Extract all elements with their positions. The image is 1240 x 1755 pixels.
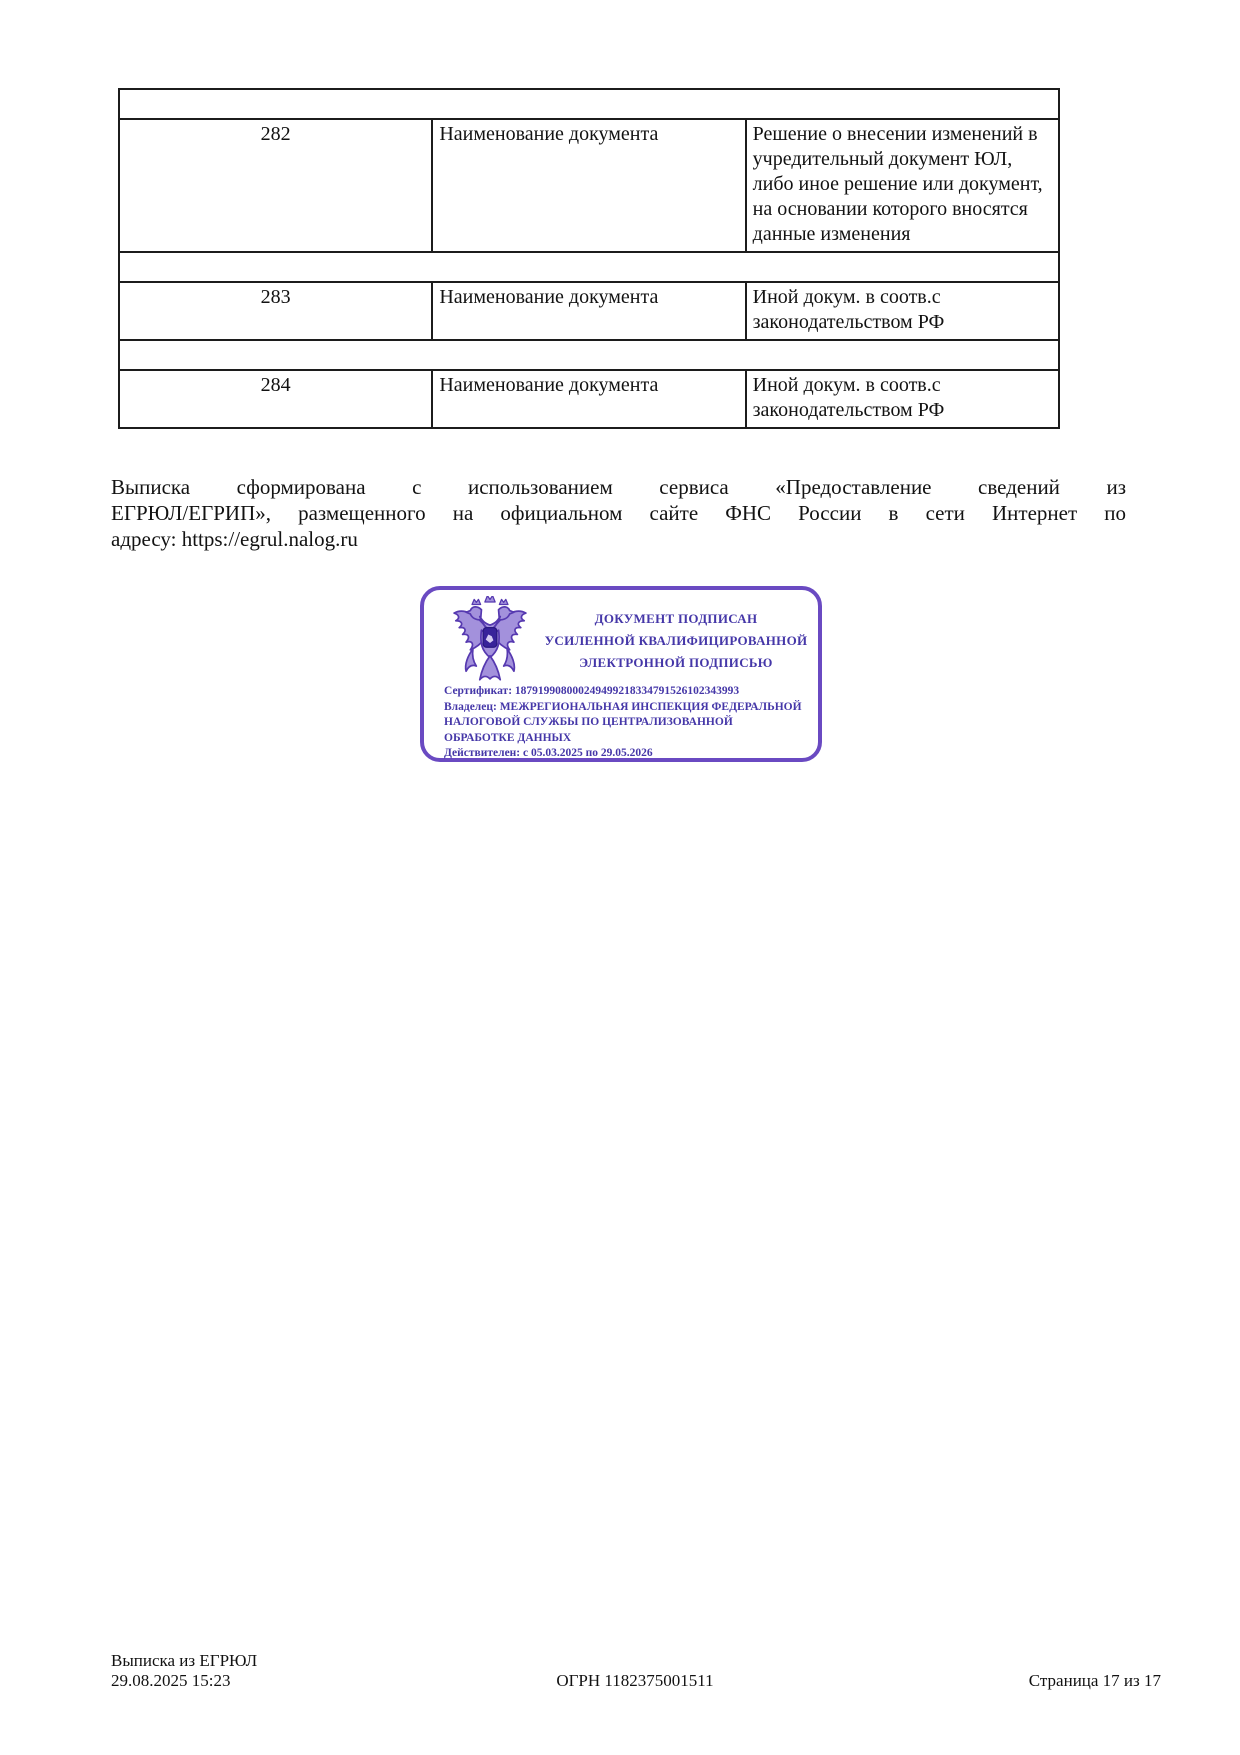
russia-double-headed-eagle-icon bbox=[444, 596, 536, 690]
owner-value: МЕЖРЕГИОНАЛЬНАЯ ИНСПЕКЦИЯ ФЕДЕРАЛЬНОЙ НАЛОГОВОЙ СЛУЖБЫ ПО ЦЕНТРАЛИЗОВАННОЙ ОБРАБОТКЕ ДАННЫХ bbox=[444, 700, 802, 744]
footer-datetime: 29.08.2025 15:23 bbox=[111, 1671, 231, 1690]
note-line: Выписка сформирована с использованием сервиса «Предоставление сведений из bbox=[111, 475, 1126, 499]
footer-doc-type: Выписка из ЕГРЮЛ bbox=[111, 1651, 258, 1670]
footer-ogrn: ОГРН 1182375001511 bbox=[556, 1671, 714, 1690]
table-row bbox=[119, 282, 1059, 340]
stamp-title-line: ЭЛЕКТРОННОЙ ПОДПИСЬЮ bbox=[579, 655, 773, 670]
spacer-row bbox=[119, 89, 1059, 119]
table-row bbox=[119, 119, 1059, 252]
spacer-cell bbox=[119, 89, 1059, 119]
row-number-cell: 282 bbox=[119, 119, 432, 252]
spacer-row bbox=[119, 252, 1059, 282]
stamp-title-line: УСИЛЕННОЙ КВАЛИФИЦИРОВАННОЙ bbox=[544, 633, 808, 648]
validity-value: с 05.03.2025 по 29.05.2026 bbox=[523, 747, 653, 759]
row-number-cell: 284 bbox=[119, 370, 432, 428]
owner-label: Владелец: bbox=[444, 700, 497, 713]
stamp-info bbox=[444, 684, 806, 762]
owner-line bbox=[444, 700, 806, 747]
certificate-label: Сертификат: bbox=[444, 685, 513, 697]
spacer-row bbox=[119, 340, 1059, 370]
note-paragraph bbox=[111, 474, 1126, 552]
table-row bbox=[119, 370, 1059, 428]
registry-table bbox=[118, 88, 1060, 429]
field-value-cell: Иной докум. в соотв.с законодательством РФ bbox=[746, 370, 1059, 428]
signature-stamp bbox=[420, 586, 822, 762]
field-label-cell: Наименование документа bbox=[432, 282, 745, 340]
certificate-value: 187919908000249499218334791526102343993 bbox=[514, 685, 740, 697]
field-label-cell: Наименование документа bbox=[432, 370, 745, 428]
stamp-title-line: ДОКУМЕНТ ПОДПИСАН bbox=[594, 611, 758, 626]
validity-line bbox=[444, 746, 806, 762]
validity-label: Действителен: bbox=[444, 747, 521, 759]
row-number-cell: 283 bbox=[119, 282, 432, 340]
field-value-cell: Решение о внесении изменений в учредительный документ ЮЛ, либо иное решение или документ, на основании которого вносятся данные изменения bbox=[746, 119, 1059, 252]
footer-left bbox=[111, 1652, 257, 1689]
certificate-line bbox=[444, 684, 806, 700]
note-line: адресу: https://egrul.nalog.ru bbox=[111, 527, 358, 551]
note-line: ЕГРЮЛ/ЕГРИП», размещенного на официальном сайте ФНС России в сети Интернет по bbox=[111, 501, 1126, 525]
spacer-cell bbox=[119, 340, 1059, 370]
stamp-title bbox=[542, 608, 810, 674]
spacer-cell bbox=[119, 252, 1059, 282]
footer-page-info: Страница 17 из 17 bbox=[1028, 1671, 1161, 1690]
field-label-cell: Наименование документа bbox=[432, 119, 745, 252]
field-value-cell: Иной докум. в соотв.с законодательством РФ bbox=[746, 282, 1059, 340]
